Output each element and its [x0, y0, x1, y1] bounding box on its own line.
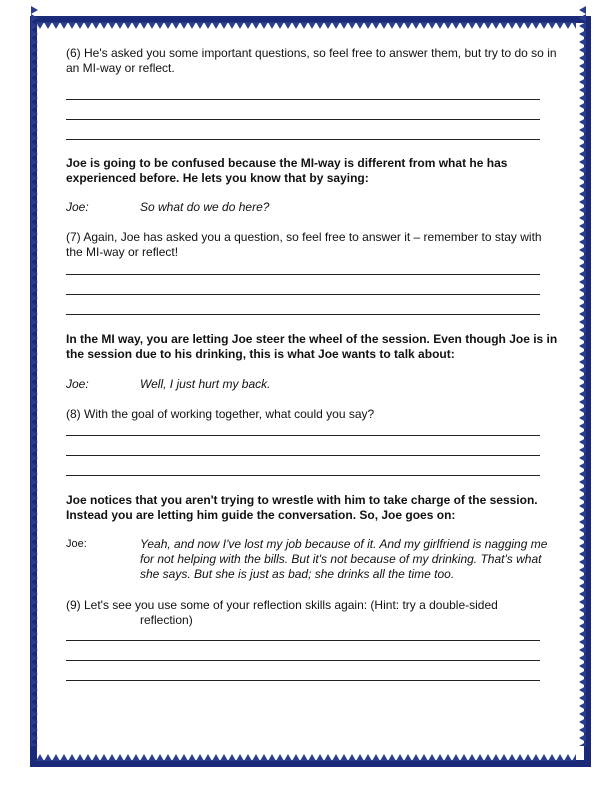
- dialog-text: So what do we do here?: [140, 200, 270, 214]
- joe-dialog-1: [66, 200, 560, 215]
- answer-line[interactable]: [66, 139, 540, 140]
- answer-line[interactable]: [66, 294, 540, 295]
- answer-line[interactable]: [66, 640, 540, 641]
- dialog-text: Well, I just hurt my back.: [140, 377, 271, 391]
- joe-dialog-3: [66, 537, 560, 582]
- answer-line[interactable]: [66, 680, 540, 681]
- answer-line[interactable]: [66, 455, 540, 456]
- answer-line[interactable]: [66, 99, 540, 100]
- speaker-label: Joe:: [66, 200, 89, 214]
- joe-dialog-2: [66, 377, 560, 392]
- answer-lines-9[interactable]: [66, 640, 560, 681]
- answer-lines-8[interactable]: [66, 435, 560, 476]
- answer-line[interactable]: [66, 475, 540, 476]
- question-7: (7) Again, Joe has asked you a question, so feel free to answer it – remember to stay with the MI-way or reflect!: [66, 230, 542, 259]
- answer-line[interactable]: [66, 119, 540, 120]
- border-triangles-left: [31, 6, 39, 786]
- worksheet-content: [66, 46, 560, 681]
- answer-line[interactable]: [66, 435, 540, 436]
- answer-lines-7[interactable]: [66, 274, 560, 315]
- section-intro-steer: In the MI way, you are letting Joe steer the wheel of the session. Even though Joe is in the session due to his drinking, this is what Joe wants to talk about:: [66, 332, 558, 361]
- speaker-label: Joe:: [66, 377, 89, 391]
- border-triangles-bottom: [36, 754, 576, 762]
- answer-line[interactable]: [66, 314, 540, 315]
- section-intro-wrestle: Joe notices that you aren't trying to wrestle with him to take charge of the session. Instead you are letting him guide the conversation. So, Joe goes on:: [66, 493, 538, 522]
- border-triangles-top: [36, 22, 576, 30]
- section-intro-confused: Joe is going to be confused because the MI-way is different from what he has experienced before. He lets you know that by saying:: [66, 156, 508, 185]
- question-9-text: (9) Let's see you use some of your reflection skills again: (Hint: try a double-sided: [66, 598, 498, 612]
- speaker-label: Joe:: [66, 538, 87, 550]
- dialog-text: Yeah, and now I've lost my job because of it. And my girlfriend is nagging me for not helping with the bills. But it's not because of my drinking. That's what she says. But she is just as bad; she drinks all the time too.: [140, 537, 548, 581]
- answer-line[interactable]: [66, 274, 540, 275]
- question-6: (6) He's asked you some important questions, so feel free to answer them, but try to do so in an MI-way or reflect.: [66, 46, 557, 75]
- question-9-continuation: reflection): [140, 613, 193, 627]
- question-9: [66, 598, 560, 628]
- answer-lines-6[interactable]: [66, 99, 560, 140]
- border-triangles-right: [579, 6, 587, 786]
- answer-line[interactable]: [66, 660, 540, 661]
- question-8: (8) With the goal of working together, what could you say?: [66, 407, 375, 421]
